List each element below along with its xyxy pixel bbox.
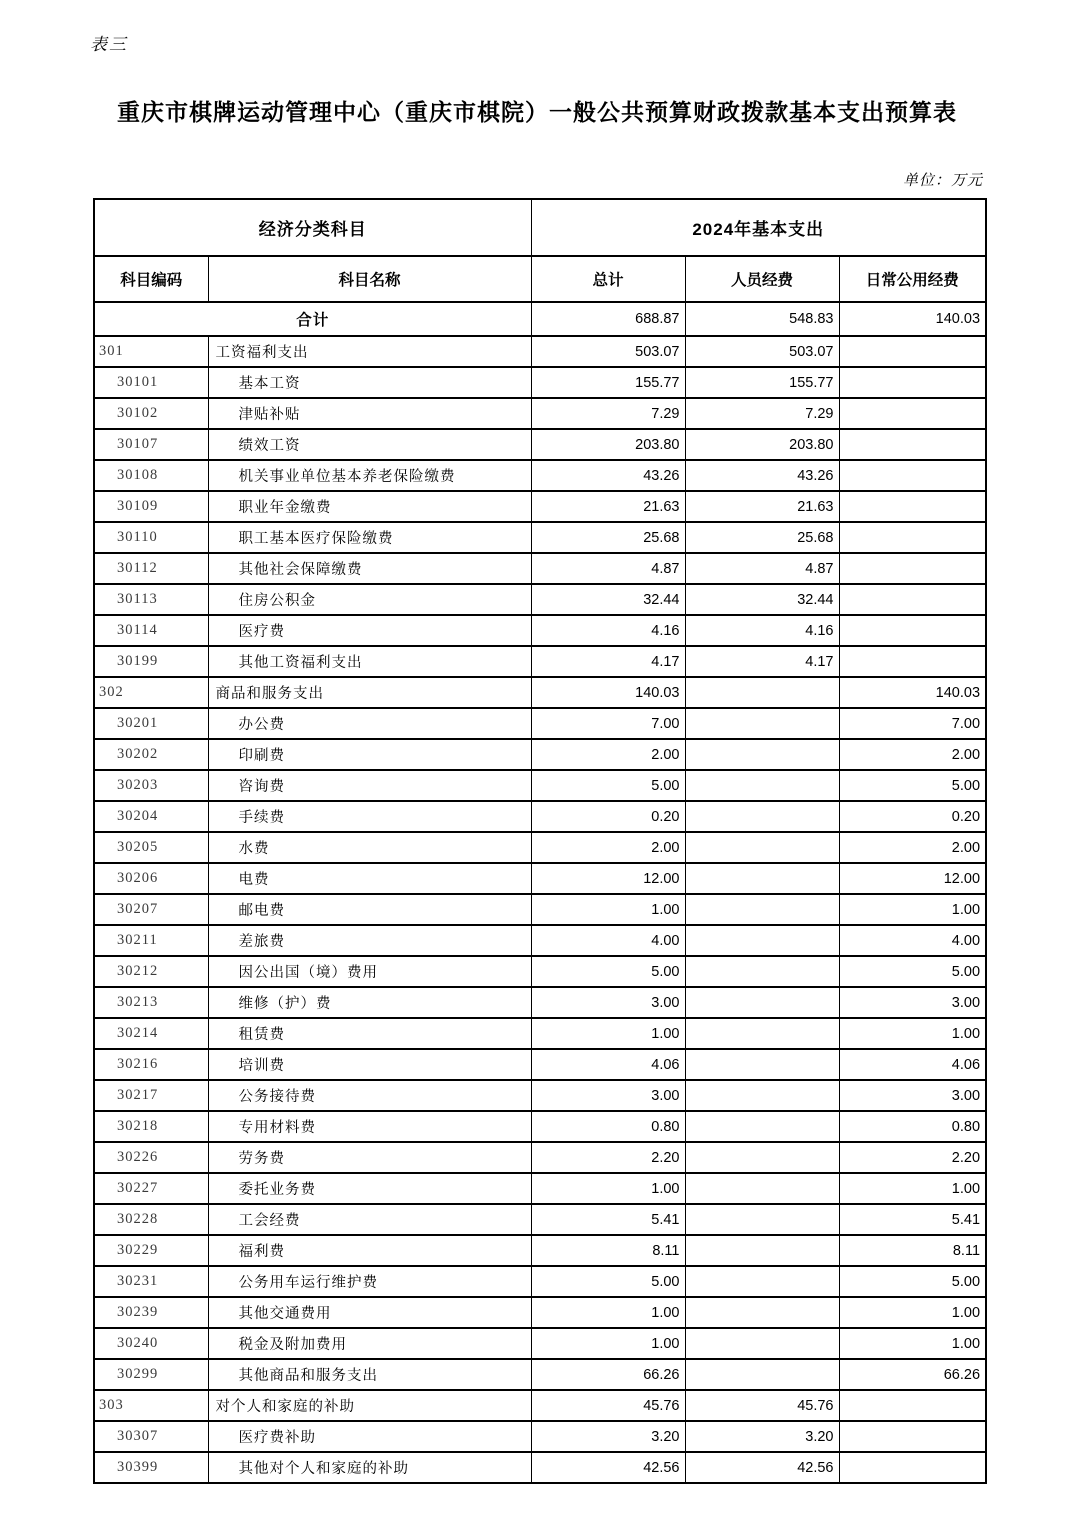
subject-code-cell: 30239 <box>94 1297 208 1328</box>
table-row <box>94 584 986 615</box>
daily-expense-cell: 0.20 <box>839 801 986 832</box>
subject-code-cell: 30113 <box>94 584 208 615</box>
subject-name-cell: 维修（护）费 <box>208 987 531 1018</box>
daily-expense-cell: 5.00 <box>839 956 986 987</box>
personnel-cell <box>685 770 839 801</box>
subject-code-cell: 30109 <box>94 491 208 522</box>
total-cell: 2.00 <box>531 832 685 863</box>
personnel-cell <box>685 1359 839 1390</box>
subject-name-cell: 因公出国（境）费用 <box>208 956 531 987</box>
total-cell: 1.00 <box>531 894 685 925</box>
subject-code-cell: 30207 <box>94 894 208 925</box>
subject-name-cell: 印刷费 <box>208 739 531 770</box>
subject-name-cell: 医疗费 <box>208 615 531 646</box>
subject-name-cell: 培训费 <box>208 1049 531 1080</box>
personnel-cell <box>685 677 839 708</box>
table-row <box>94 1235 986 1266</box>
table-row <box>94 1049 986 1080</box>
daily-expense-cell: 2.20 <box>839 1142 986 1173</box>
subject-code-cell: 30206 <box>94 863 208 894</box>
col-header-daily-public-expense: 日常公用经费 <box>839 256 986 302</box>
table-row <box>94 1390 986 1421</box>
subject-name-cell: 租赁费 <box>208 1018 531 1049</box>
table-row <box>94 1080 986 1111</box>
total-cell: 66.26 <box>531 1359 685 1390</box>
personnel-cell: 21.63 <box>685 491 839 522</box>
unit-note: 单位：万元 <box>902 173 983 189</box>
subject-code-cell: 30114 <box>94 615 208 646</box>
subject-name-cell: 机关事业单位基本养老保险缴费 <box>208 460 531 491</box>
daily-expense-cell <box>839 336 986 367</box>
daily-expense-cell: 1.00 <box>839 1328 986 1359</box>
table-row <box>94 460 986 491</box>
subject-name-cell: 职业年金缴费 <box>208 491 531 522</box>
table-row <box>94 770 986 801</box>
subject-code-cell: 30307 <box>94 1421 208 1452</box>
personnel-cell <box>685 1049 839 1080</box>
total-cell: 4.16 <box>531 615 685 646</box>
daily-expense-cell: 1.00 <box>839 1018 986 1049</box>
subject-code-cell: 30211 <box>94 925 208 956</box>
personnel-cell <box>685 1080 839 1111</box>
subject-code-cell: 30229 <box>94 1235 208 1266</box>
col-header-personnel-expense: 人员经费 <box>685 256 839 302</box>
subject-code-cell: 302 <box>94 677 208 708</box>
table-row <box>94 1204 986 1235</box>
personnel-cell <box>685 894 839 925</box>
personnel-cell <box>685 925 839 956</box>
total-cell: 21.63 <box>531 491 685 522</box>
total-cell: 8.11 <box>531 1235 685 1266</box>
total-cell: 5.00 <box>531 956 685 987</box>
personnel-cell <box>685 832 839 863</box>
col-header-total: 总计 <box>531 256 685 302</box>
daily-expense-cell: 4.00 <box>839 925 986 956</box>
total-cell: 32.44 <box>531 584 685 615</box>
personnel-cell <box>685 863 839 894</box>
daily-expense-cell <box>839 553 986 584</box>
table-row <box>94 1142 986 1173</box>
subject-name-cell: 其他社会保障缴费 <box>208 553 531 584</box>
table-row <box>94 429 986 460</box>
daily-expense-cell <box>839 615 986 646</box>
daily-expense-cell <box>839 491 986 522</box>
personnel-cell <box>685 1266 839 1297</box>
daily-expense-cell: 2.00 <box>839 739 986 770</box>
daily-expense-cell: 8.11 <box>839 1235 986 1266</box>
table-row <box>94 1452 986 1483</box>
table-row <box>94 553 986 584</box>
table-row <box>94 491 986 522</box>
table-row <box>94 739 986 770</box>
subject-code-cell: 30227 <box>94 1173 208 1204</box>
daily-expense-cell <box>839 367 986 398</box>
daily-expense-cell <box>839 460 986 491</box>
table-row <box>94 1111 986 1142</box>
subject-code-cell: 30299 <box>94 1359 208 1390</box>
subject-name-cell: 商品和服务支出 <box>208 677 531 708</box>
header-columns-row <box>94 256 986 302</box>
subject-name-cell: 福利费 <box>208 1235 531 1266</box>
daily-expense-cell <box>839 398 986 429</box>
subject-name-cell: 工资福利支出 <box>208 336 531 367</box>
total-cell: 12.00 <box>531 863 685 894</box>
header-economic-classification: 经济分类科目 <box>94 199 531 256</box>
subject-code-cell: 30102 <box>94 398 208 429</box>
daily-expense-cell <box>839 429 986 460</box>
subject-name-cell: 其他工资福利支出 <box>208 646 531 677</box>
subject-code-cell: 30399 <box>94 1452 208 1483</box>
table-row <box>94 987 986 1018</box>
total-cell: 0.20 <box>531 801 685 832</box>
daily-expense-cell: 3.00 <box>839 987 986 1018</box>
total-cell: 4.17 <box>531 646 685 677</box>
daily-expense-cell: 3.00 <box>839 1080 986 1111</box>
daily-expense-cell: 66.26 <box>839 1359 986 1390</box>
personnel-cell <box>685 1142 839 1173</box>
subject-name-cell: 基本工资 <box>208 367 531 398</box>
personnel-cell: 203.80 <box>685 429 839 460</box>
personnel-cell <box>685 1328 839 1359</box>
table-row <box>94 677 986 708</box>
subject-code-cell: 301 <box>94 336 208 367</box>
subject-code-cell: 30217 <box>94 1080 208 1111</box>
total-cell: 7.00 <box>531 708 685 739</box>
table-row <box>94 894 986 925</box>
subject-name-cell: 对个人和家庭的补助 <box>208 1390 531 1421</box>
daily-expense-cell <box>839 1421 986 1452</box>
daily-expense-cell: 140.03 <box>839 677 986 708</box>
table-row <box>94 1266 986 1297</box>
daily-expense-cell <box>839 1390 986 1421</box>
header-2024-basic-expenditure: 2024年基本支出 <box>531 199 986 256</box>
subject-name-cell: 住房公积金 <box>208 584 531 615</box>
subject-code-cell: 30228 <box>94 1204 208 1235</box>
personnel-cell <box>685 801 839 832</box>
subject-code-cell: 30226 <box>94 1142 208 1173</box>
total-cell: 3.00 <box>531 987 685 1018</box>
subject-code-cell: 30240 <box>94 1328 208 1359</box>
subject-code-cell: 30101 <box>94 367 208 398</box>
grand-total-total: 688.87 <box>531 302 685 336</box>
personnel-cell <box>685 739 839 770</box>
subject-code-cell: 30218 <box>94 1111 208 1142</box>
total-cell: 2.20 <box>531 1142 685 1173</box>
table-row <box>94 367 986 398</box>
personnel-cell <box>685 1173 839 1204</box>
table-row <box>94 925 986 956</box>
personnel-cell: 4.16 <box>685 615 839 646</box>
subject-code-cell: 30204 <box>94 801 208 832</box>
subject-code-cell: 30203 <box>94 770 208 801</box>
header-group-row <box>94 199 986 256</box>
subject-code-cell: 30216 <box>94 1049 208 1080</box>
daily-expense-cell <box>839 584 986 615</box>
table-row <box>94 646 986 677</box>
subject-name-cell: 咨询费 <box>208 770 531 801</box>
subject-name-cell: 医疗费补助 <box>208 1421 531 1452</box>
total-cell: 503.07 <box>531 336 685 367</box>
table-row <box>94 1328 986 1359</box>
total-cell: 25.68 <box>531 522 685 553</box>
subject-name-cell: 职工基本医疗保险缴费 <box>208 522 531 553</box>
subject-name-cell: 手续费 <box>208 801 531 832</box>
subject-name-cell: 水费 <box>208 832 531 863</box>
personnel-cell <box>685 1297 839 1328</box>
total-cell: 4.00 <box>531 925 685 956</box>
total-cell: 5.41 <box>531 1204 685 1235</box>
personnel-cell <box>685 1018 839 1049</box>
subject-code-cell: 30199 <box>94 646 208 677</box>
table-row <box>94 1173 986 1204</box>
table-row <box>94 336 986 367</box>
table-row <box>94 832 986 863</box>
subject-name-cell: 绩效工资 <box>208 429 531 460</box>
table-row <box>94 1018 986 1049</box>
personnel-cell <box>685 1204 839 1235</box>
subject-name-cell: 税金及附加费用 <box>208 1328 531 1359</box>
subject-name-cell: 邮电费 <box>208 894 531 925</box>
personnel-cell: 32.44 <box>685 584 839 615</box>
subject-code-cell: 30212 <box>94 956 208 987</box>
subject-code-cell: 30112 <box>94 553 208 584</box>
table-row <box>94 1297 986 1328</box>
subject-code-cell: 30107 <box>94 429 208 460</box>
subject-name-cell: 其他对个人和家庭的补助 <box>208 1452 531 1483</box>
total-cell: 7.29 <box>531 398 685 429</box>
daily-expense-cell: 5.00 <box>839 770 986 801</box>
subject-name-cell: 工会经费 <box>208 1204 531 1235</box>
daily-expense-cell: 1.00 <box>839 894 986 925</box>
subject-code-cell: 30110 <box>94 522 208 553</box>
daily-expense-cell: 1.00 <box>839 1297 986 1328</box>
subject-name-cell: 委托业务费 <box>208 1173 531 1204</box>
table-row <box>94 398 986 429</box>
daily-expense-cell <box>839 646 986 677</box>
total-cell: 1.00 <box>531 1328 685 1359</box>
subject-code-cell: 303 <box>94 1390 208 1421</box>
table-row <box>94 522 986 553</box>
table-row <box>94 1359 986 1390</box>
daily-expense-cell: 1.00 <box>839 1173 986 1204</box>
total-cell: 2.00 <box>531 739 685 770</box>
personnel-cell: 503.07 <box>685 336 839 367</box>
daily-expense-cell: 5.00 <box>839 1266 986 1297</box>
total-cell: 3.20 <box>531 1421 685 1452</box>
daily-expense-cell: 7.00 <box>839 708 986 739</box>
personnel-cell: 155.77 <box>685 367 839 398</box>
subject-code-cell: 30201 <box>94 708 208 739</box>
total-cell: 0.80 <box>531 1111 685 1142</box>
personnel-cell: 4.87 <box>685 553 839 584</box>
personnel-cell <box>685 987 839 1018</box>
daily-expense-cell <box>839 522 986 553</box>
personnel-cell <box>685 708 839 739</box>
subject-name-cell: 办公费 <box>208 708 531 739</box>
personnel-cell: 25.68 <box>685 522 839 553</box>
subject-code-cell: 30214 <box>94 1018 208 1049</box>
personnel-cell: 43.26 <box>685 460 839 491</box>
total-cell: 4.06 <box>531 1049 685 1080</box>
table-row <box>94 615 986 646</box>
grand-total-row <box>94 302 986 336</box>
col-header-subject-code: 科目编码 <box>94 256 208 302</box>
subject-name-cell: 津贴补贴 <box>208 398 531 429</box>
grand-total-label: 合计 <box>94 302 531 336</box>
subject-code-cell: 30213 <box>94 987 208 1018</box>
personnel-cell <box>685 956 839 987</box>
subject-name-cell: 其他商品和服务支出 <box>208 1359 531 1390</box>
personnel-cell: 45.76 <box>685 1390 839 1421</box>
grand-total-personnel: 548.83 <box>685 302 839 336</box>
total-cell: 42.56 <box>531 1452 685 1483</box>
daily-expense-cell: 4.06 <box>839 1049 986 1080</box>
daily-expense-cell: 5.41 <box>839 1204 986 1235</box>
table-row <box>94 956 986 987</box>
daily-expense-cell: 0.80 <box>839 1111 986 1142</box>
subject-name-cell: 专用材料费 <box>208 1111 531 1142</box>
table-row <box>94 1421 986 1452</box>
total-cell: 1.00 <box>531 1173 685 1204</box>
grand-total-daily: 140.03 <box>839 302 986 336</box>
personnel-cell: 42.56 <box>685 1452 839 1483</box>
budget-table <box>93 198 987 1484</box>
total-cell: 203.80 <box>531 429 685 460</box>
daily-expense-cell: 2.00 <box>839 832 986 863</box>
total-cell: 5.00 <box>531 1266 685 1297</box>
table-row <box>94 708 986 739</box>
subject-name-cell: 公务用车运行维护费 <box>208 1266 531 1297</box>
personnel-cell <box>685 1111 839 1142</box>
table-row <box>94 863 986 894</box>
total-cell: 43.26 <box>531 460 685 491</box>
subject-name-cell: 公务接待费 <box>208 1080 531 1111</box>
subject-name-cell: 电费 <box>208 863 531 894</box>
table-row <box>94 801 986 832</box>
subject-name-cell: 其他交通费用 <box>208 1297 531 1328</box>
daily-expense-cell: 12.00 <box>839 863 986 894</box>
subject-name-cell: 差旅费 <box>208 925 531 956</box>
personnel-cell: 7.29 <box>685 398 839 429</box>
total-cell: 3.00 <box>531 1080 685 1111</box>
total-cell: 4.87 <box>531 553 685 584</box>
total-cell: 140.03 <box>531 677 685 708</box>
total-cell: 155.77 <box>531 367 685 398</box>
page-title: 重庆市棋牌运动管理中心（重庆市棋院）一般公共预算财政拨款基本支出预算表 <box>117 100 957 125</box>
subject-code-cell: 30205 <box>94 832 208 863</box>
table-label: 表三 <box>90 35 128 54</box>
total-cell: 5.00 <box>531 770 685 801</box>
subject-code-cell: 30231 <box>94 1266 208 1297</box>
personnel-cell <box>685 1235 839 1266</box>
total-cell: 45.76 <box>531 1390 685 1421</box>
daily-expense-cell <box>839 1452 986 1483</box>
col-header-subject-name: 科目名称 <box>208 256 531 302</box>
subject-name-cell: 劳务费 <box>208 1142 531 1173</box>
personnel-cell: 3.20 <box>685 1421 839 1452</box>
total-cell: 1.00 <box>531 1018 685 1049</box>
subject-code-cell: 30108 <box>94 460 208 491</box>
personnel-cell: 4.17 <box>685 646 839 677</box>
subject-code-cell: 30202 <box>94 739 208 770</box>
total-cell: 1.00 <box>531 1297 685 1328</box>
